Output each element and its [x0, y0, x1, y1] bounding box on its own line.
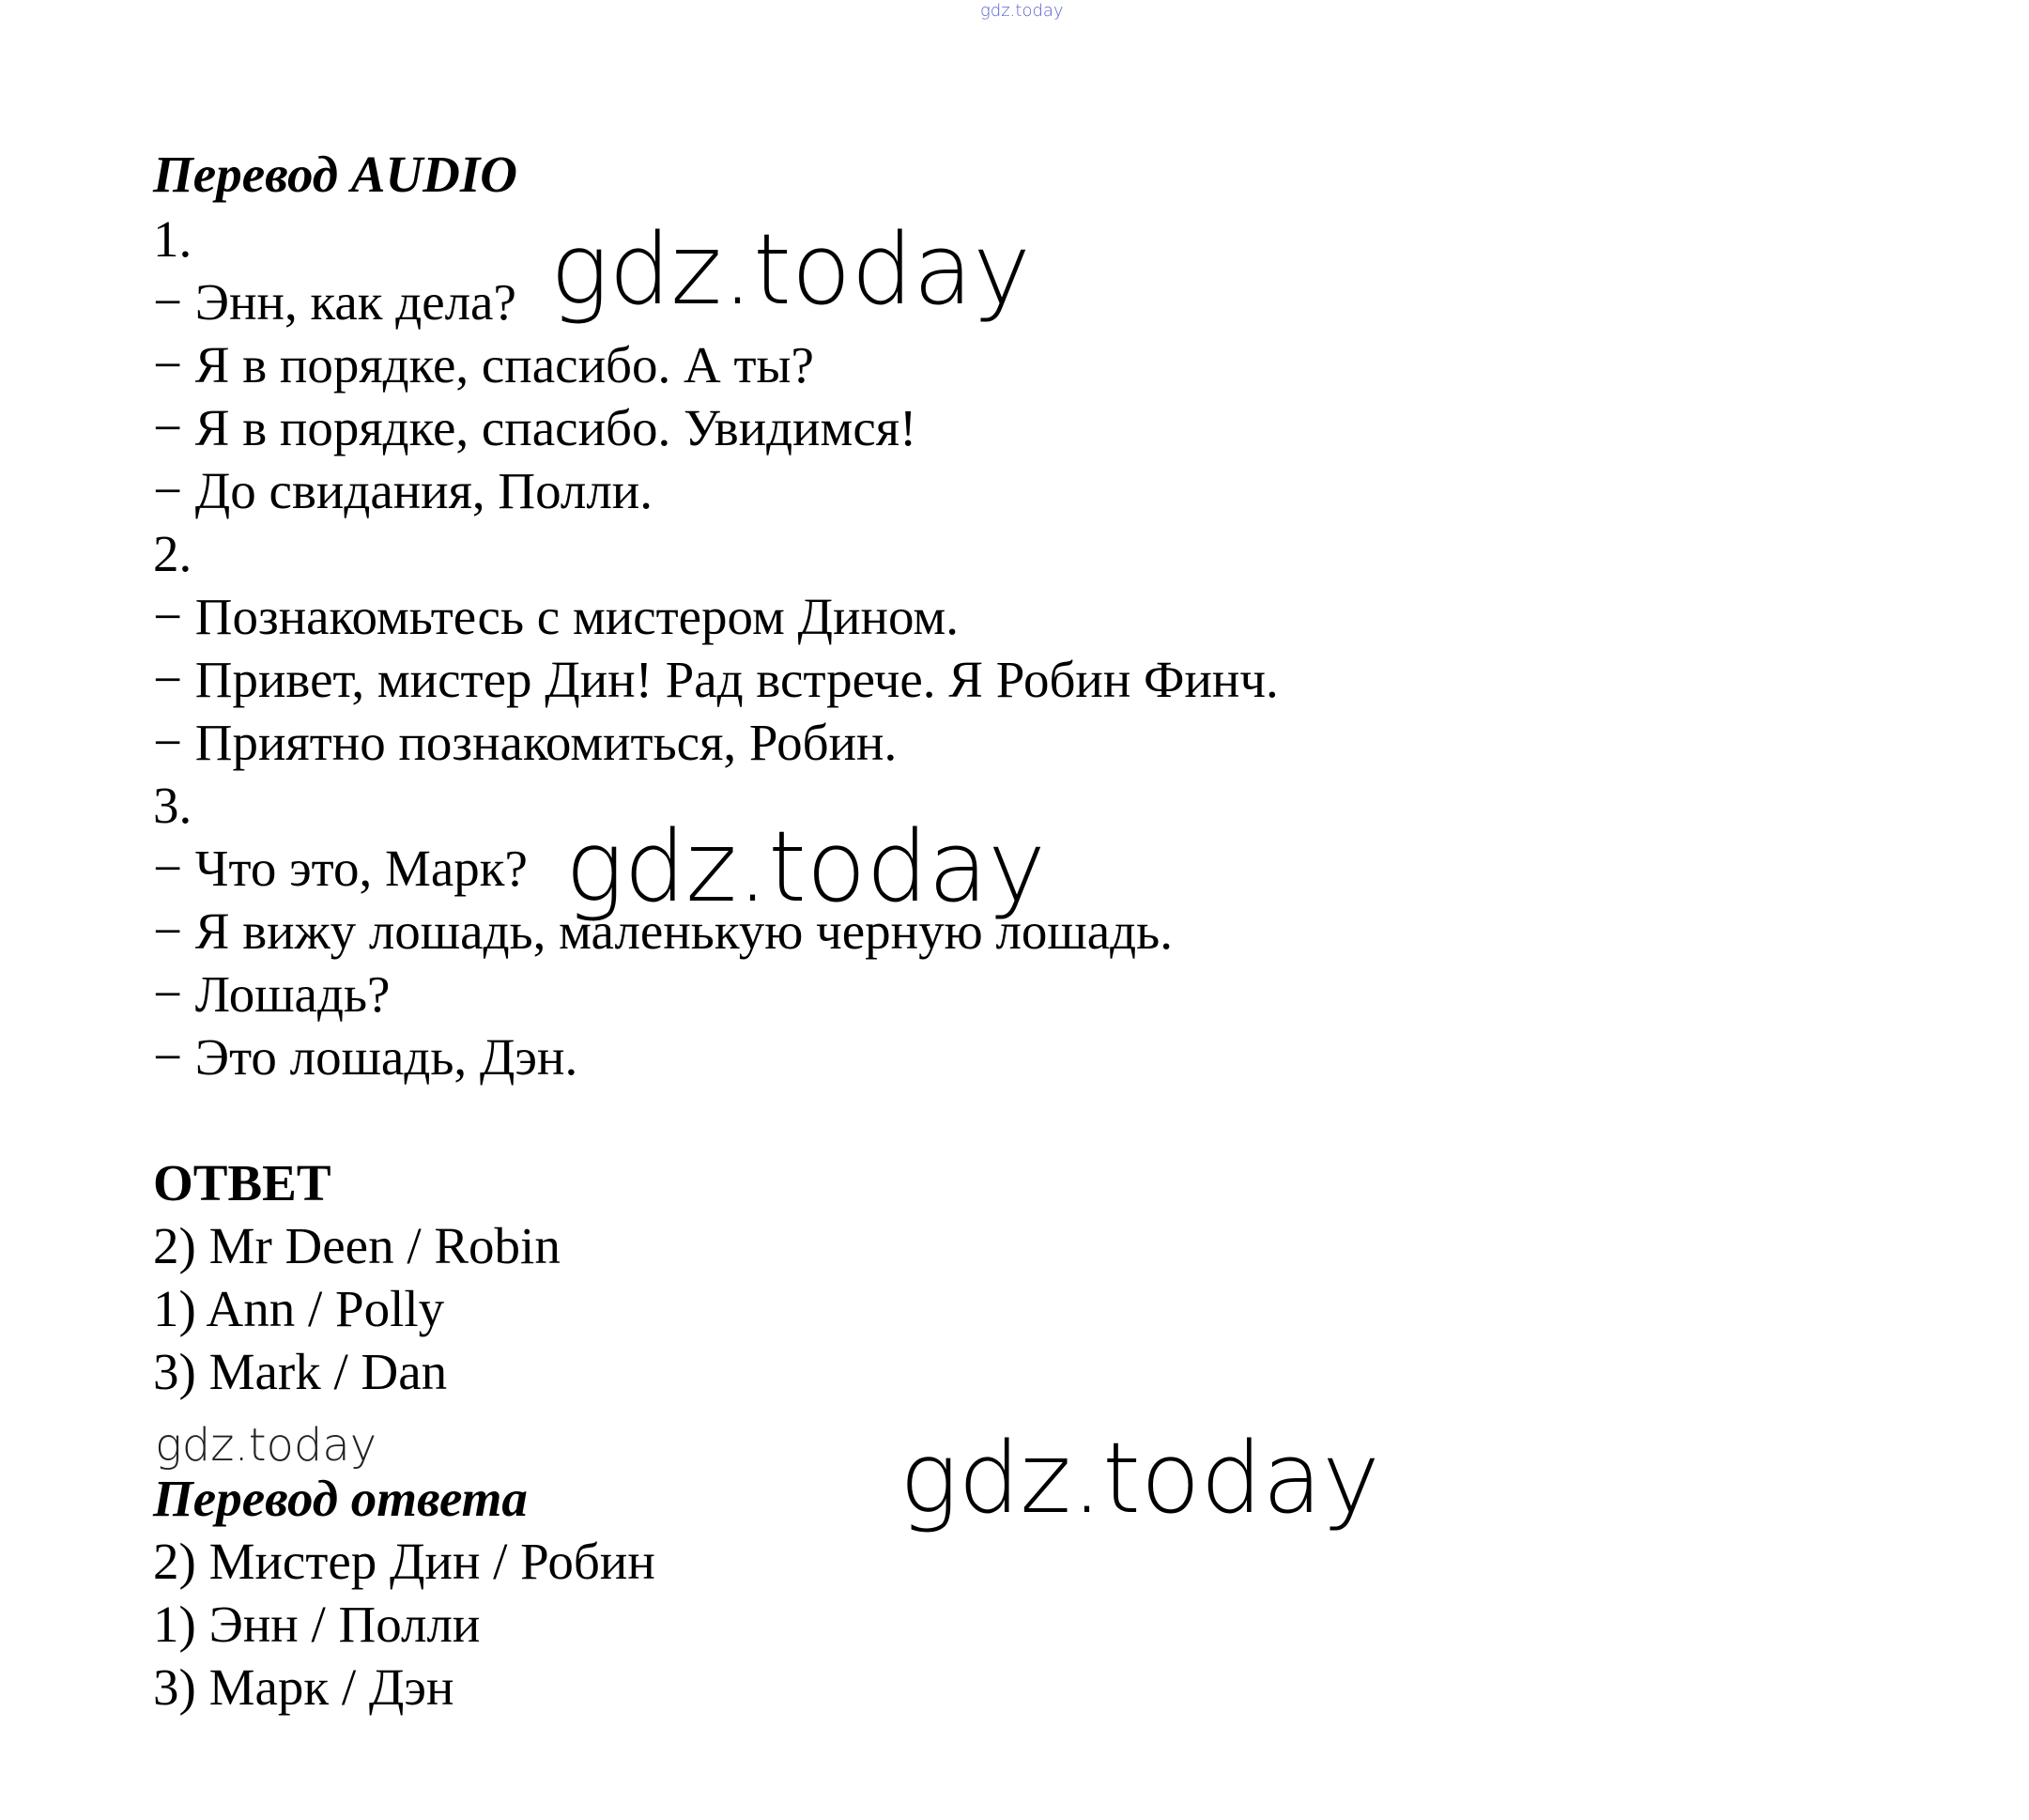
watermark-small: gdz.today	[155, 1419, 377, 1472]
audio-line: − Это лошадь, Дэн.	[153, 1028, 578, 1086]
answer-translation-line: 1) Энн / Полли	[153, 1596, 481, 1653]
watermark-large: gdz.today	[899, 1421, 1380, 1535]
audio-heading: Перевод AUDIO	[153, 146, 518, 203]
audio-line: − Приятно познакомиться, Робин.	[153, 714, 898, 771]
audio-line: 1.	[153, 210, 192, 268]
audio-line: − Энн, как дела?	[153, 273, 516, 331]
answer-line: 2) Mr Deen / Robin	[153, 1217, 561, 1274]
answer-translation-line: 2) Мистер Дин / Робин	[153, 1533, 655, 1590]
answer-line: 3) Mark / Dan	[153, 1343, 448, 1400]
audio-line: 2.	[153, 525, 192, 582]
audio-line: − Познакомьтесь с мистером Дином.	[153, 588, 959, 645]
answer-line: 1) Ann / Polly	[153, 1280, 445, 1337]
audio-line: − Я в порядке, спасибо. Увидимся!	[153, 399, 917, 456]
answer-translation-line: 3) Марк / Дэн	[153, 1658, 454, 1716]
watermark-top: gdz.today	[980, 1, 1064, 21]
watermark-large: gdz.today	[550, 212, 1031, 327]
audio-line: − Что это, Марк?	[153, 840, 528, 897]
audio-line: − До свидания, Полли.	[153, 462, 653, 519]
answer-heading: ОТВЕТ	[153, 1154, 331, 1211]
audio-line: − Привет, мистер Дин! Рад встрече. Я Робин Финч.	[153, 651, 1279, 708]
watermark-large: gdz.today	[565, 810, 1046, 924]
audio-line: 3.	[153, 777, 192, 834]
answer-translation-heading: Перевод ответа	[153, 1470, 528, 1527]
audio-line: − Я вижу лошадь, маленькую черную лошадь.	[153, 902, 1173, 960]
audio-line: − Я в порядке, спасибо. А ты?	[153, 336, 814, 393]
audio-line: − Лошадь?	[153, 965, 391, 1023]
